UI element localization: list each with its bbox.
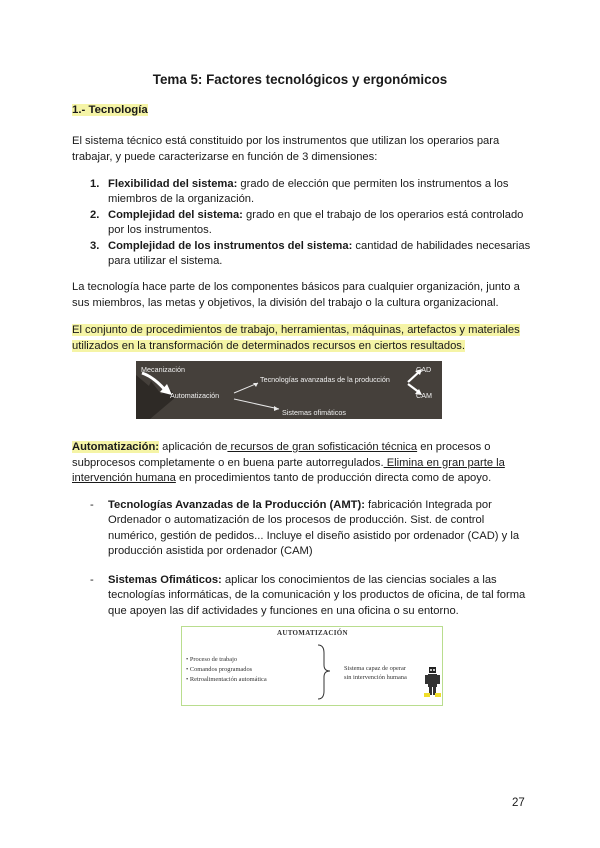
page-number: 27: [512, 797, 525, 809]
highlight-text: El conjunto de procedimientos de trabajo, herramientas, máquinas, artefactos y materiales utilizados en la transformación de determinados recursos en ciertos resultados.: [72, 324, 520, 352]
section-heading-text: 1.- Tecnología: [72, 104, 148, 116]
diagram-label-cam: CAM: [416, 391, 432, 400]
bullet-ofimaticos: [90, 573, 530, 619]
bullet-item: [90, 573, 530, 619]
diagram2-result-line2: sin intervención humana: [344, 674, 407, 681]
automatizacion-diagram: [181, 626, 443, 706]
automatizacion-underline-2: Elimina en gran parte la intervención humana: [72, 456, 505, 485]
list-number: 1.: [90, 178, 100, 190]
list-text: cantidad de habilidades necesarias para utilizar el sistema.: [108, 239, 531, 268]
bullet-dash: -: [90, 499, 94, 511]
bullet-dash: -: [90, 574, 94, 586]
paragraph-components: La tecnología hace parte de los componentes básicos para cualquier organización, junto a sus miembros, las metas y objetivos, la división del trabajo o la cultura organizacional.: [72, 281, 520, 309]
diagram2-item-text: Retroalimentación automática: [189, 676, 267, 683]
list-text: grado de elección que permiten los instrumentos a los miembros de la organización.: [108, 178, 509, 206]
highlight-paragraph: [72, 323, 532, 354]
bullet-item: [90, 498, 530, 560]
list-item: [90, 239, 532, 269]
diagram-label-ofimaticos: Sistemas ofimáticos: [282, 408, 346, 417]
list-number: 2.: [90, 208, 100, 221]
list-number: 3.: [90, 239, 100, 252]
list-item: [90, 208, 532, 238]
automatizacion-text-1: aplicación de: [159, 441, 228, 453]
list-term: Complejidad de los instrumentos del sistema:: [108, 239, 353, 252]
bullet-term: Sistemas Ofimáticos:: [108, 574, 222, 586]
robot-icon: [424, 667, 441, 697]
diagram2-result-line1: Sistema capaz de operar: [344, 665, 406, 672]
dimensions-list: [90, 177, 532, 270]
bullet-text: aplicar los conocimientos de las ciencias sociales a las tecnologías informáticas, de la comunicación y los productos de oficina, de tal forma que apoyen las dif actividades y funciones en una oficina o su entorno.: [108, 574, 526, 617]
diagram-label-mecanizacion: Mecanización: [141, 365, 185, 374]
page-title: Tema 5: Factores tecnológicos y ergonómicos: [152, 72, 448, 87]
bullet-amt: [90, 498, 530, 560]
list-term: Complejidad del sistema:: [108, 208, 243, 221]
list-text: grado en que el trabajo de los operarios está controlado por los instrumentos.: [108, 208, 524, 237]
section-heading: [72, 104, 148, 116]
list-item: [90, 177, 532, 207]
diagram2-item-text: Proceso de trabajo: [189, 656, 238, 663]
diagram2-item: • Proceso de trabajo: [186, 656, 238, 663]
bullet-term: Tecnologías Avanzadas de la Producción (AMT):: [108, 499, 365, 511]
diagram2-title: AUTOMATIZACIÓN: [277, 629, 348, 637]
bullet-text: fabricación Integrada por Ordenador o automatización de los procesos de producción. Sist. de control numérico, gestión de pedidos... Incluye el diseño asistido por ordenador (CAD) y la producción asistida por ordenador (CAM): [108, 499, 520, 558]
diagram-label-cad: CAD: [416, 365, 432, 374]
list-term: Flexibilidad del sistema:: [108, 178, 238, 190]
diagram2-item: • Retroalimentación automática: [186, 676, 267, 683]
automatizacion-paragraph: [72, 440, 532, 487]
intro-paragraph: El sistema técnico está constituido por los instrumentos que utilizan los operarios para trabajar, y puede caracterizarse en función de 3 dimensiones:: [72, 135, 500, 163]
diagram2-item-text: Comandos programados: [189, 666, 253, 673]
arrow-to-ofimaticos: [234, 399, 279, 409]
automatizacion-underline-1: recursos de gran sofisticación técnica: [227, 441, 418, 453]
automatizacion-term: Automatización:: [72, 441, 160, 453]
technology-diagram: [136, 361, 442, 419]
automatizacion-text-2: en procesos o subprocesos completamente o en buena parte autorregulados.: [72, 441, 491, 469]
diagram2-item: • Comandos programados: [186, 666, 253, 673]
curly-brace: [318, 645, 330, 699]
automatizacion-text-3: en procedimientos tanto de producción directa como de apoyo.: [175, 472, 492, 485]
diagram-label-automatizacion: Automatización: [170, 391, 220, 400]
diagram-label-amt: Tecnologías avanzadas de la producción: [260, 375, 390, 384]
